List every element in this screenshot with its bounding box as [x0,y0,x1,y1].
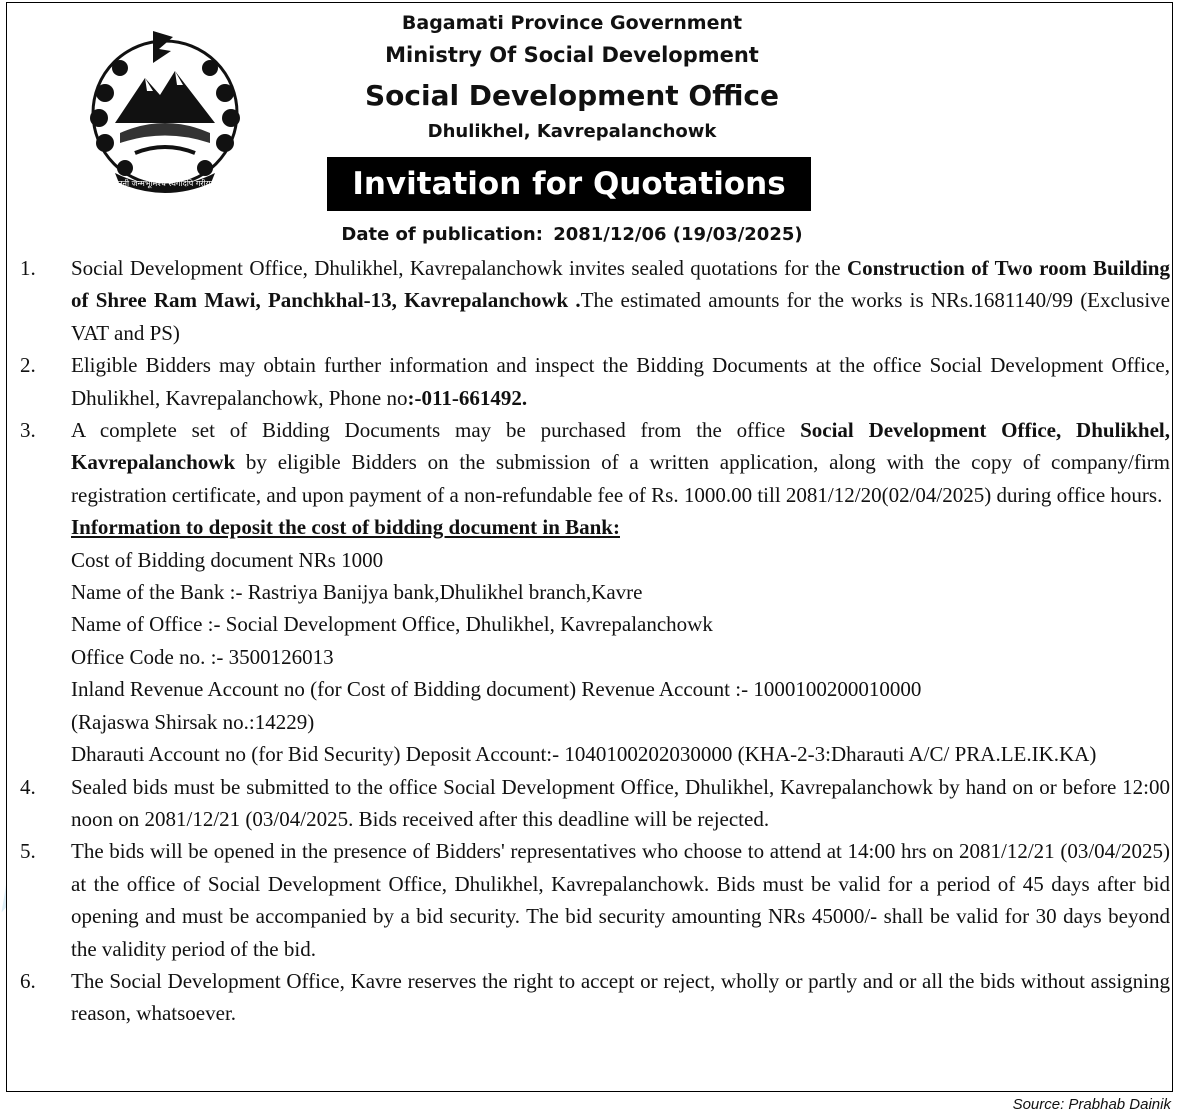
phone-number: :-011-661492. [407,385,528,410]
item-text: Sealed bids must be submitted to the office Social Development Office, Dhulikhel, Kavrepalanchowk by hand on or before 12:00 noon on 2081/12/21 (03/04/2025. Bids received after this deadline will be rejected. [71,774,1170,831]
location-heading: Dhulikhel, Kavrepalanchowk [427,121,717,142]
bank-info-line: Inland Revenue Account no (for Cost of Bidding document) Revenue Account :- 1000100200010000 [71,677,922,702]
list-item [20,965,1170,1030]
bank-info-line: Name of the Bank :- Rastriya Banijya bank,Dhulikhel branch,Kavre [71,580,643,605]
source-credit: Source: Prabhab Dainik [1012,1096,1171,1113]
item-text: The bids will be opened in the presence of Bidders' representatives who choose to attend at 14:00 hrs on 2081/12/21 (03/04/2025) at the office of Social Development Office, Dhulikhel, Kavrepalanchowk. Bids must be valid for a period of 45 days after bid opening and must be accompanied by a bid security. The bid security amounting NRs 45000/- shall be valid for 30 days beyond the validity period of the bid. [71,839,1170,961]
list-item [20,349,1170,414]
list-item [20,252,1170,349]
item-number: 4. [20,774,36,799]
publication-date-value: 2081/12/06 (19/03/2025) [553,224,803,245]
bank-info-line: Cost of Bidding document NRs 1000 [71,547,384,572]
publication-date-label: Date of publication: [341,224,543,245]
item-text: Social Development Office, Dhulikhel, Kavrepalanchowk invites sealed quotations for the [71,256,847,280]
nepal-emblem-icon [75,23,255,193]
item-text: Eligible Bidders may obtain further information and inspect the Bidding Documents at the office Social Development Office, Dhulikhel, Kavrepalanchowk, Phone no [71,353,1170,410]
bank-info-line: Name of Office :- Social Development Office, Dhulikhel, Kavrepalanchowk [71,612,713,637]
list-item [20,771,1170,836]
item-number: 2. [20,353,36,378]
item-text: by eligible Bidders on the submission of a written application, along with the copy of company/firm registration certificate, and upon payment of a non-refundable fee of Rs. 1000.00 till 2081/12/20(02/04/2025) during office hours. [71,450,1170,507]
province-heading: Bagamati Province Government [401,12,743,34]
notice-frame [6,2,1173,1092]
item-number: 5. [20,839,36,864]
bank-info-heading: Information to deposit the cost of bidding document in Bank: [71,515,620,540]
item-text: A complete set of Bidding Documents may be purchased from the office [71,418,801,443]
ministry-heading: Ministry Of Social Development [385,43,759,67]
item-number: 3. [20,418,36,443]
item-number: 1. [20,256,36,280]
publication-date [307,224,837,245]
emblem-motto: जननी जन्मभूमिश्च स्वर्गादपि गरीयसी [112,179,218,188]
bank-info-line: Dharauti Account no (for Bid Security) Deposit Account:- 1040100202030000 (KHA-2-3:Dharauti A/C/ PRA.LE.IK.KA) [71,742,1097,767]
list-item [20,835,1170,965]
bank-info-line: Office Code no. :- 3500126013 [71,644,334,669]
item-number: 6. [20,968,36,993]
list-item [20,414,1170,511]
office-heading: Social Development Office [364,79,780,112]
notice-body [20,252,1170,1030]
item-text: The estimated amounts for the works is NRs.1681140/99 (Exclusive VAT and PS) [71,288,1170,345]
notice-title: Invitation for Quotations [327,157,811,211]
item-text: The Social Development Office, Kavre reserves the right to accept or reject, wholly or partly and or all the bids without assigning reason, whatsoever. [71,968,1170,1026]
item-text-bold: Construction of Two room Building of Shree Ram Mawi, Panchkhal-13, Kavrepalanchowk . [71,256,1170,313]
bank-info [71,511,1170,770]
item-text-bold: Social Development Office, Dhulikhel, Kavrepalanchowk [71,418,1171,475]
bank-info-line: (Rajaswa Shirsak no.:14229) [71,709,315,734]
